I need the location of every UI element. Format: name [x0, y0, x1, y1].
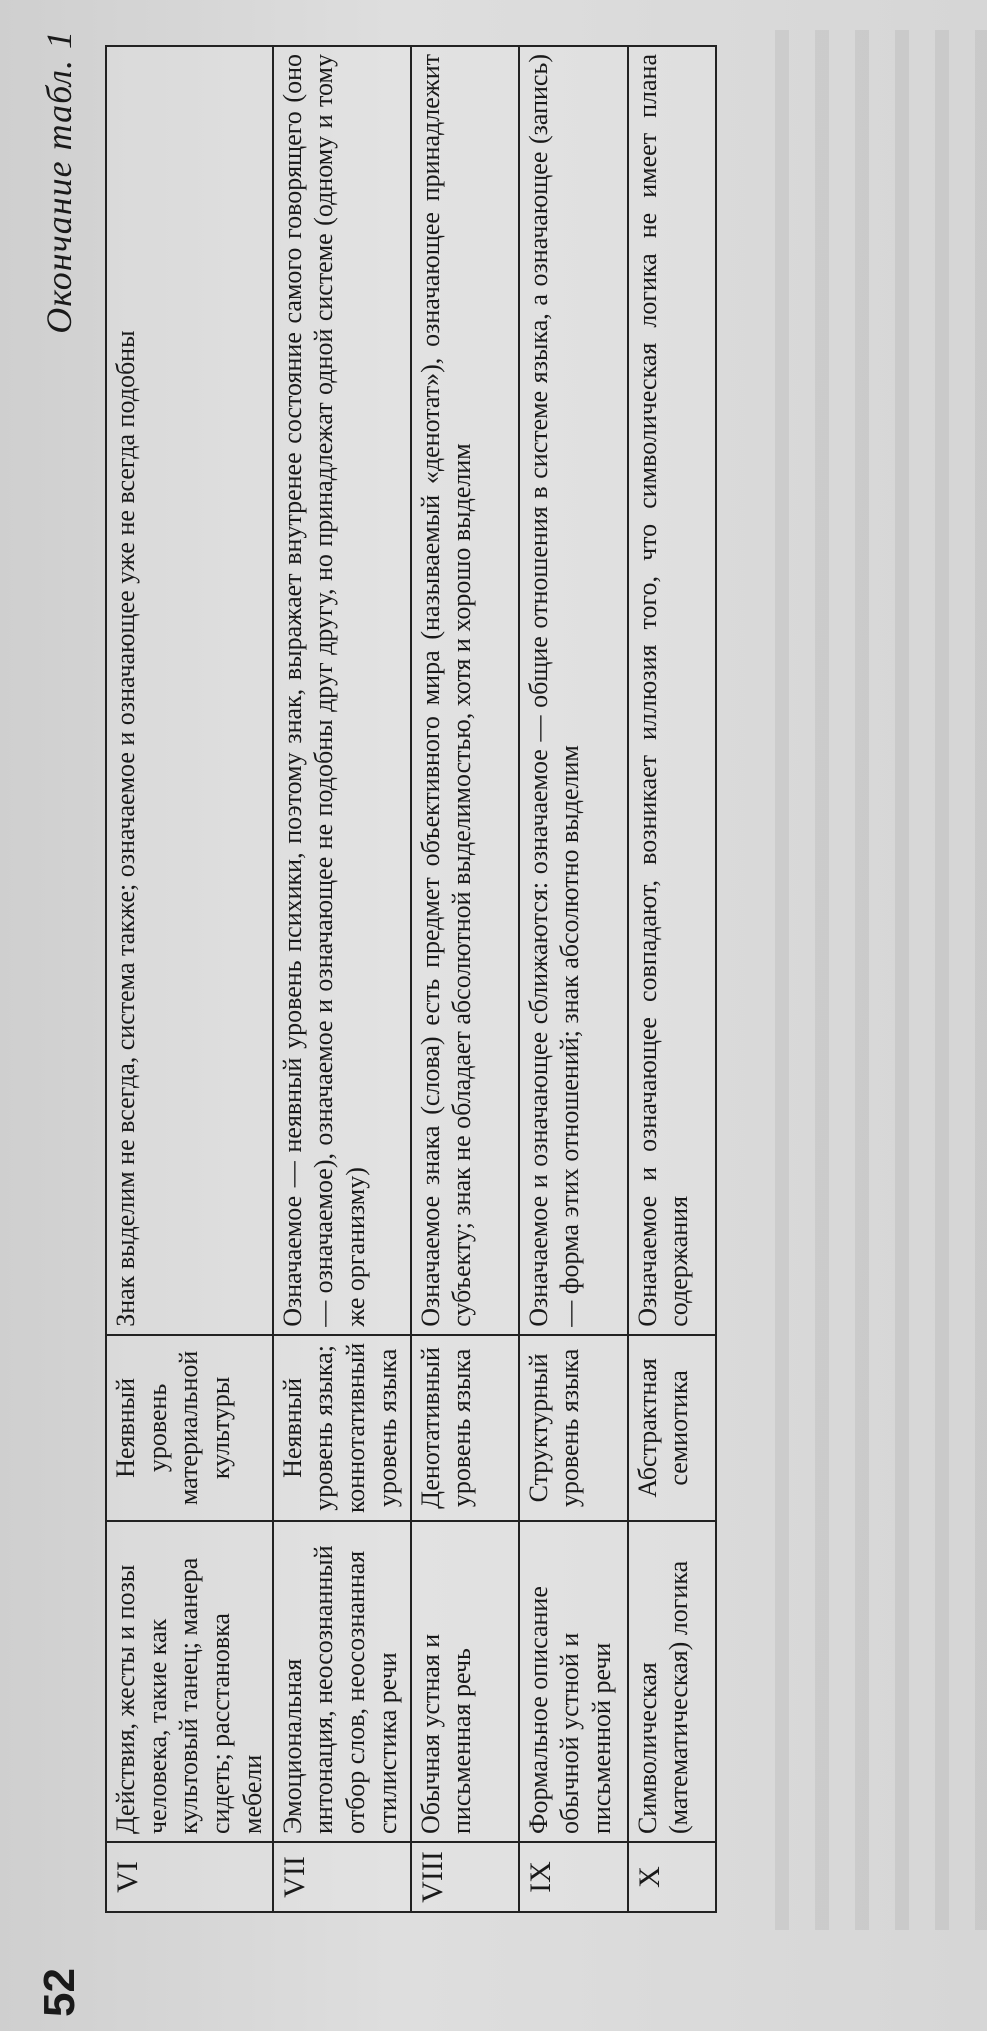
level-cell: Абстрактная семиотика [628, 1335, 716, 1521]
phenomenon-cell: Формальное описание обычной устной и письменной речи [519, 1521, 628, 1842]
sign-description-cell: Означаемое и означающее совпадают, возникает иллюзия того, что символическая логика не имеет плана содержания [628, 46, 716, 1335]
row-number: VIII [411, 1842, 519, 1912]
level-cell: Денотативный уровень языка [411, 1335, 519, 1521]
sign-description-cell: Означаемое знака (слова) есть предмет объективного мира (называемый «денотат»), означающее принадлежит субъекту; знак не обладает абсолютной выделимостью, хотя и хорошо выделим [411, 46, 519, 1335]
table-row [519, 46, 628, 1912]
sign-description-cell: Означаемое — неявный уровень психики, поэтому знак, выражает внутренее состояние самого говорящего (оно — означаемое), означаемое и означающее не подобны друг другу, но принадлежат одной системе (одному и тому же организму) [273, 46, 411, 1335]
row-number: IX [519, 1842, 628, 1912]
page-number: 52 [35, 1968, 84, 2017]
semiotic-levels-table [105, 45, 717, 1913]
row-number: VI [106, 1842, 273, 1912]
phenomenon-cell: Эмоциональная интонация, неосознанный отбор слов, неосознанная стилистика речи [273, 1521, 411, 1842]
level-cell: Неявный уровень языка; коннотативный уровень языка [273, 1335, 411, 1521]
phenomenon-cell: Действия, жесты и позы человека, такие как культовый танец; манера сидеть; расстановка мебели [106, 1521, 273, 1842]
sign-description-cell: Знак выделим не всегда, система также; означаемое и означающее уже не всегда подобны [106, 46, 273, 1335]
phenomenon-cell: Символическая (математическая) логика [628, 1521, 716, 1842]
level-cell: Неявный уровень материальной культуры [106, 1335, 273, 1521]
row-number: X [628, 1842, 716, 1912]
sign-description-cell: Означаемое и означающее сближаются: означаемое — общие отношения в системе языка, а означающее (запись) — форма этих отношений; знак абсолютно выделим [519, 46, 628, 1335]
table-caption: Окончание табл. 1 [39, 30, 79, 334]
table-row [411, 46, 519, 1912]
phenomenon-cell: Обычная устная и письменная речь [411, 1521, 519, 1842]
level-cell: Структурный уровень языка [519, 1335, 628, 1521]
table-row [273, 46, 411, 1912]
row-number: VII [273, 1842, 411, 1912]
table-row [106, 46, 273, 1912]
table-row [628, 46, 716, 1912]
